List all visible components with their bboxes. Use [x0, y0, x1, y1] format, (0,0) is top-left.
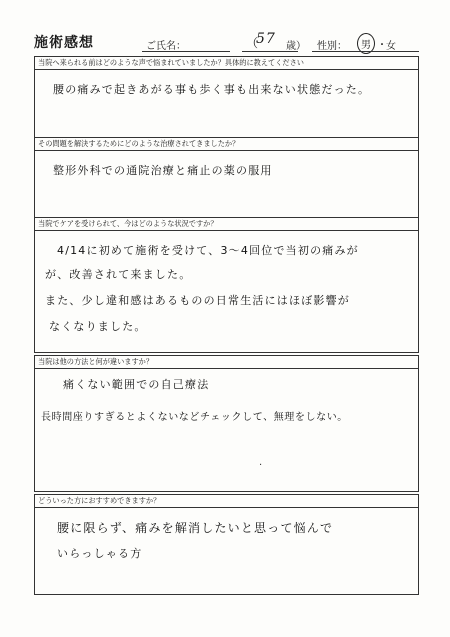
section-difference: [34, 355, 419, 492]
section-recommend: [34, 494, 419, 595]
answer-line: 腰に限らず、痛みを解消したいと思って悩んで: [57, 521, 334, 535]
answer-line: なくなりました。: [49, 320, 147, 333]
gender-female: 女: [386, 41, 396, 52]
gender-field-line: [312, 51, 419, 52]
question-previous-treatment: その問題を解決するためにどのような治療されてきましたか？: [35, 138, 418, 151]
section-current-status: [34, 217, 419, 353]
question-current-status: 当院でケアを受けられて、今はどのような状況ですか？: [35, 218, 418, 231]
age-field-line: [242, 51, 298, 52]
answer-line: が、改善されて来ました。: [45, 268, 192, 281]
gender-separator: ・: [377, 40, 387, 51]
answer-line: いらっしゃる方: [57, 547, 143, 560]
answer-line: 4/14に初めて施術を受けて、3〜4回位で当初の痛みが: [57, 244, 359, 257]
sheet-header: [34, 32, 419, 54]
pen-mark: ·: [259, 460, 263, 471]
section-previous-treatment: [34, 137, 419, 218]
section-before-visit: [34, 56, 419, 138]
name-label: ご氏名：: [146, 41, 186, 52]
question-difference: 当院は他の方法と何が違いますか？: [35, 356, 418, 369]
answer-line: 痛くない範囲での自己療法: [63, 378, 210, 391]
sheet-title: 施術感想: [34, 35, 94, 51]
name-field-line: [142, 51, 230, 52]
age-open-paren: （: [246, 36, 259, 50]
gender-label: 性別：: [317, 41, 347, 52]
gender-male-circled: 男: [357, 33, 375, 54]
age-unit: 歳）: [286, 41, 306, 52]
answer-line: また、少し違和感はあるものの日常生活にはほぼ影響が: [45, 294, 350, 307]
age-value: 57: [256, 31, 276, 47]
answer-line: 腰の痛みで起きあがる事も歩く事も出来ない状態だった。: [53, 83, 371, 96]
answer-line: 整形外科での通院治療と痛止の薬の服用: [53, 164, 273, 177]
question-before-visit: 当院へ来られる前はどのような声で悩まれていましたか？具体的に教えてください: [35, 57, 418, 70]
question-recommend: どういった方におすすめできますか？: [35, 495, 418, 508]
answer-line: 長時間座りすぎるとよくないなどチェックして、無理をしない。: [41, 412, 348, 423]
